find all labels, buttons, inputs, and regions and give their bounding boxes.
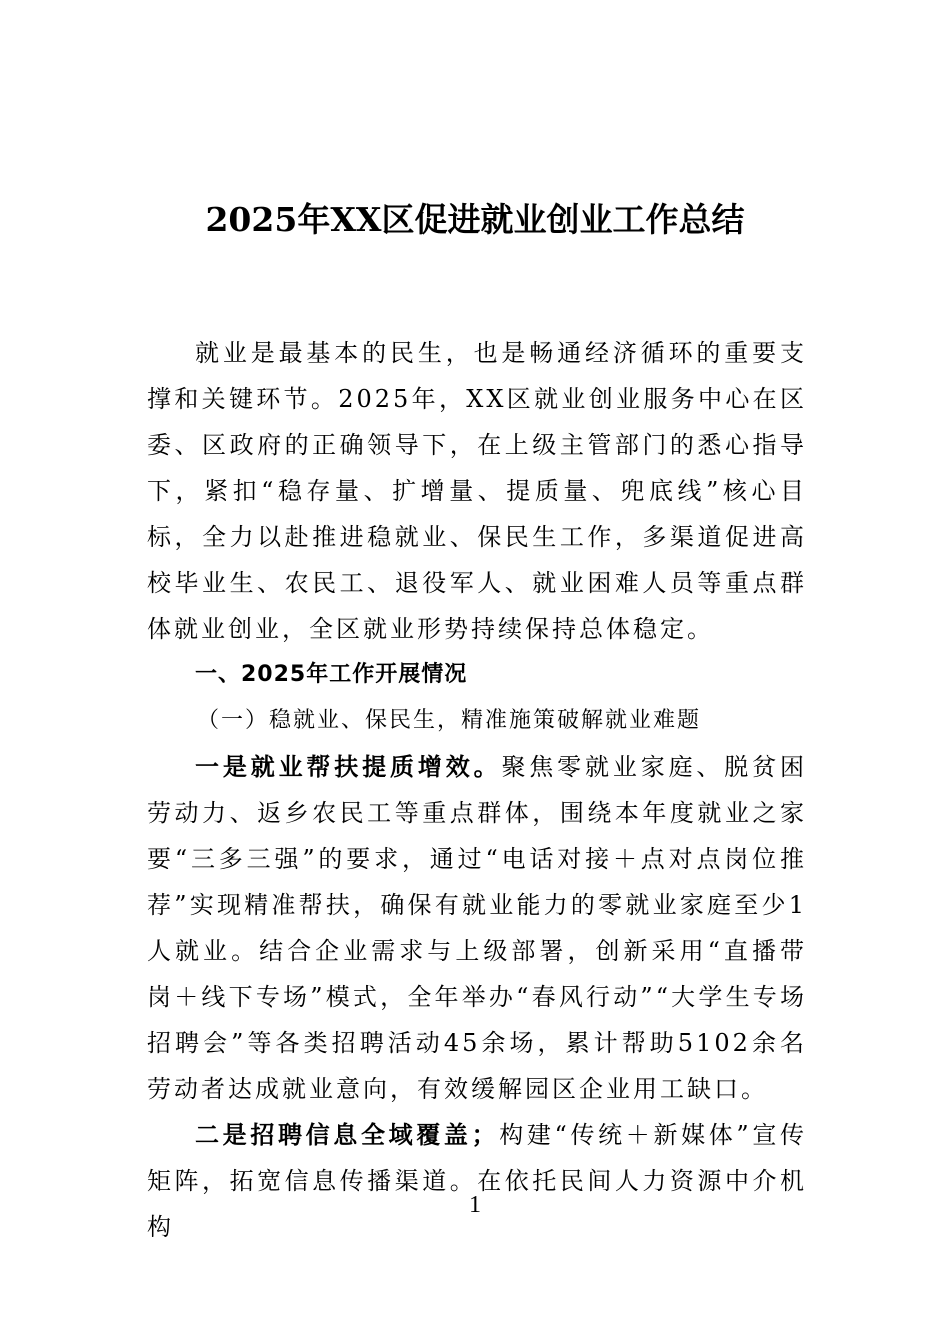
- paragraph-employment-assistance: [147, 744, 807, 1112]
- page-number: 1: [469, 1192, 481, 1218]
- section-heading: 一、2025年工作开展情况: [195, 662, 468, 687]
- paragraph-lead: 一是就业帮扶提质增效。: [195, 752, 502, 781]
- document-title: 2025年XX区促进就业创业工作总结: [205, 200, 745, 239]
- paragraph-lead: 二是招聘信息全域覆盖；: [195, 1120, 499, 1149]
- document-body: [147, 330, 807, 1250]
- paragraph-body: 构建“传统＋新媒体”宣传矩阵，拓宽信息传播渠道。在依托民间人力资源中介机构: [147, 1121, 808, 1241]
- paragraph-body: 聚焦零就业家庭、脱贫困劳动力、返乡农民工等重点群体，围绕本年度就业之家要“三多三强”的要求，通过“电话对接＋点对点岗位推荐”实现精准帮扶，确保有就业能力的零就业家庭至少1人就业。结合企业需求与上级部署，创新采用“直播带岗＋线下专场”模式，全年举办“春风行动”“大学生专场招聘会”等各类招聘活动45余场，累计帮助5102余名劳动者达成就业意向，有效缓解园区企业用工缺口。: [147, 753, 808, 1103]
- subsection-heading: （一）稳就业、保民生，精准施策破解就业难题: [197, 708, 702, 733]
- intro-paragraph: 就业是最基本的民生，也是畅通经济循环的重要支撑和关键环节。2025年，XX区就业创业服务中心在区委、区政府的正确领导下，在上级主管部门的悉心指导下，紧扣“稳存量、扩增量、提质量、兜底线”核心目标，全力以赴推进稳就业、保民生工作，多渠道促进高校毕业生、农民工、退役军人、就业困难人员等重点群体就业创业，全区就业形势持续保持总体稳定。: [147, 339, 807, 643]
- paragraph-recruitment-info: [147, 1112, 807, 1250]
